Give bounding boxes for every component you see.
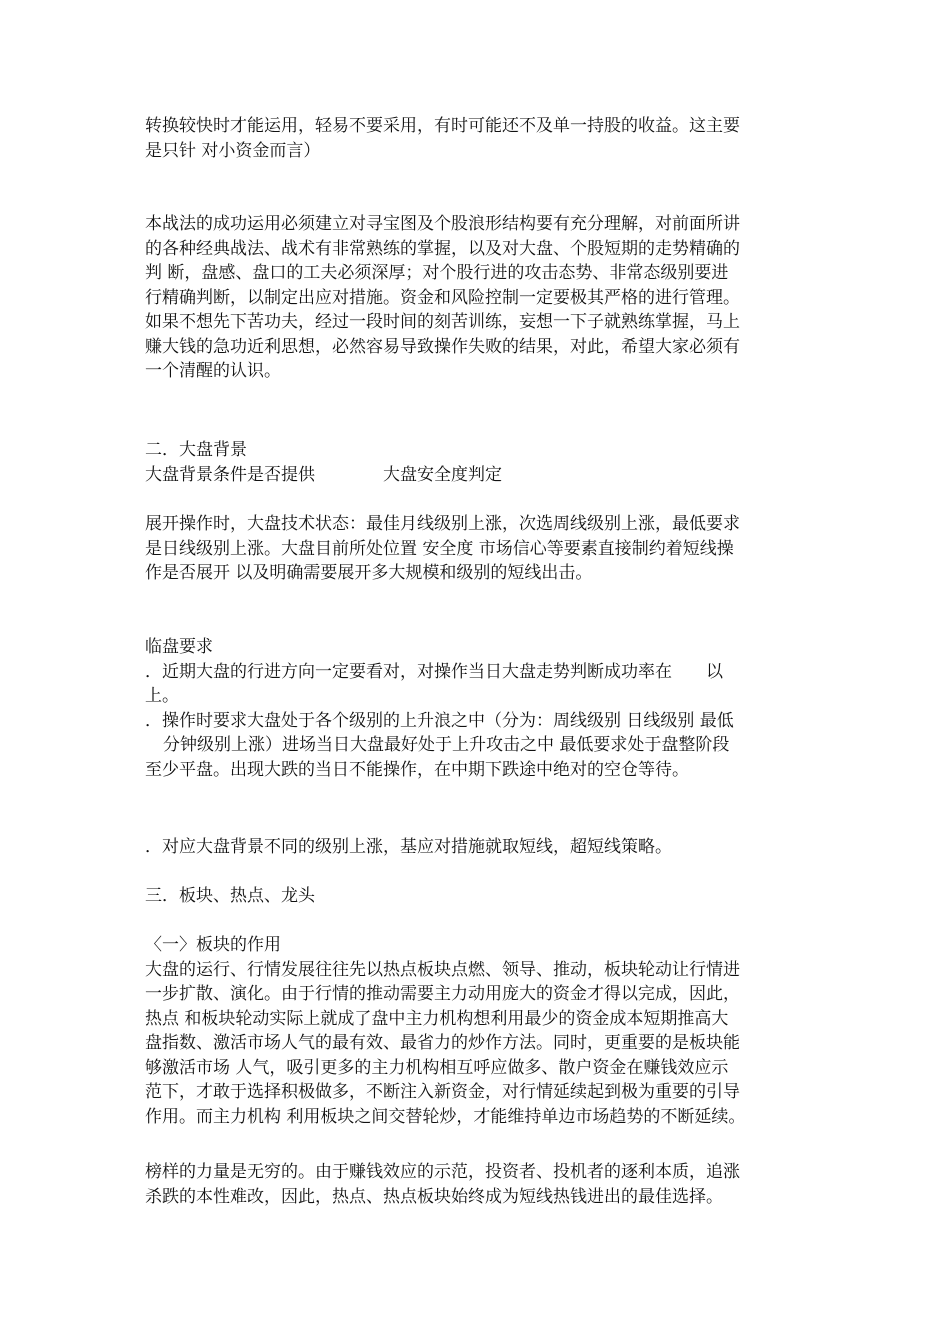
list-item-line: 分钟级别上涨）进场当日大盘最好处于上升攻击之中 最低要求处于盘整阶段 [163, 735, 730, 755]
text-line: 本战法的成功运用必须建立对寻宝图及个股浪形结构要有充分理解，对前面所讲 [145, 214, 740, 234]
text-line: 范下，才敢于选择积极做多，不断注入新资金，对行情延续起到极为重要的引导 [145, 1082, 740, 1102]
text-line: 作是否展开 以及明确需要展开多大规模和级别的短线出击。 [145, 563, 593, 583]
list-item-line [145, 660, 810, 685]
section-heading: 临盘要求 [145, 637, 213, 657]
section-sectors [145, 884, 810, 909]
text-line: 热点 和板块轮动实际上就成了盘中主力机构想利用最少的资金成本短期推高大 [145, 1008, 729, 1029]
text-line: 的各种经典战法、战术有非常熟练的掌握，以及对大盘、个股短期的走势精确的 [145, 238, 740, 259]
list-item-strategy [145, 835, 810, 860]
text-line: 作用。而主力机构 利用板块之间交替轮炒，才能维持单边市场趋势的不断延续。 [145, 1106, 746, 1127]
text-line: 盘指数、激活市场人气的最有效、最省力的炒作方法。同时，更重要的是板块能 [145, 1033, 740, 1053]
paragraph-strategy-requirements [145, 212, 810, 384]
text-line: 一个清醒的认识。 [145, 361, 281, 381]
list-item-line: ．对应大盘背景不同的级别上涨，基应对措施就取短线，超短线策略。 [145, 837, 672, 857]
list-item-text: ．近期大盘的行进方向一定要看对，对操作当日大盘走势判断成功率在 [145, 661, 672, 682]
subsection-sector-role [145, 933, 810, 1129]
text-line: 展开操作时，大盘技术状态：最佳月线级别上涨，次选周线级别上涨，最低要求 [145, 514, 740, 534]
list-item-line: 至少平盘。出现大跌的当日不能操作，在中期下跌途中绝对的空仓等待。 [145, 759, 689, 780]
text-line: 是只针 对小资金而言） [145, 140, 321, 161]
section-market-background [145, 438, 810, 487]
section-heading: 二．大盘背景 [145, 440, 247, 460]
paragraph-technical-state [145, 512, 810, 586]
subheading-left: 大盘背景条件是否提供 [145, 464, 315, 485]
subheading-right: 大盘安全度判定 [383, 464, 502, 485]
subsection-heading: 〈一〉板块的作用 [145, 935, 281, 955]
text-line: 一步扩散、演化。由于行情的推动需要主力动用庞大的资金才得以完成，因此， [145, 984, 740, 1004]
text-line: 是日线级别上涨。大盘目前所处位置 安全度 市场信心等要素直接制约着短线操 [145, 538, 734, 559]
text-line: 榜样的力量是无穷的。由于赚钱效应的示范，投资者、投机者的逐利本质，追涨 [145, 1162, 740, 1182]
subheading-line [145, 463, 810, 488]
list-item-text: 以 [706, 661, 723, 682]
list-item-line: ．操作时要求大盘处于各个级别的上升浪之中（分为：周线级别 日线级别 最低 [145, 710, 734, 731]
list-item-line: 上。 [145, 686, 179, 706]
text-line: 行精确判断，以制定出应对措施。资金和风险控制一定要极其严格的进行管理。 [145, 287, 740, 308]
text-line: 转换较快时才能运用，轻易不要采用，有时可能还不及单一持股的收益。这主要 [145, 116, 740, 136]
section-heading: 三．板块、热点、龙头 [145, 886, 315, 906]
text-line: 如果不想先下苦功夫，经过一段时间的刻苦训练，妄想一下子就熟练掌握，马上 [145, 312, 740, 332]
text-line: 杀跌的本性难改，因此，热点、热点板块始终成为短线热钱进出的最佳选择。 [145, 1186, 723, 1207]
text-line: 判 断，盘感、盘口的工夫必须深厚；对个股行进的攻击态势、非常态级别要进 [145, 263, 729, 283]
section-trading-requirements [145, 635, 810, 782]
text-line: 大盘的运行、行情发展往往先以热点板块点燃、领导、推动，板块轮动让行情进 [145, 959, 740, 980]
paragraph-role-model [145, 1160, 810, 1209]
text-line: 赚大钱的急功近利思想，必然容易导致操作失败的结果，对此，希望大家必须有 [145, 336, 740, 357]
paragraph-continuation [145, 114, 810, 163]
text-line: 够激活市场 人气，吸引更多的主力机构相互呼应做多、散户资金在赚钱效应示 [145, 1057, 729, 1078]
